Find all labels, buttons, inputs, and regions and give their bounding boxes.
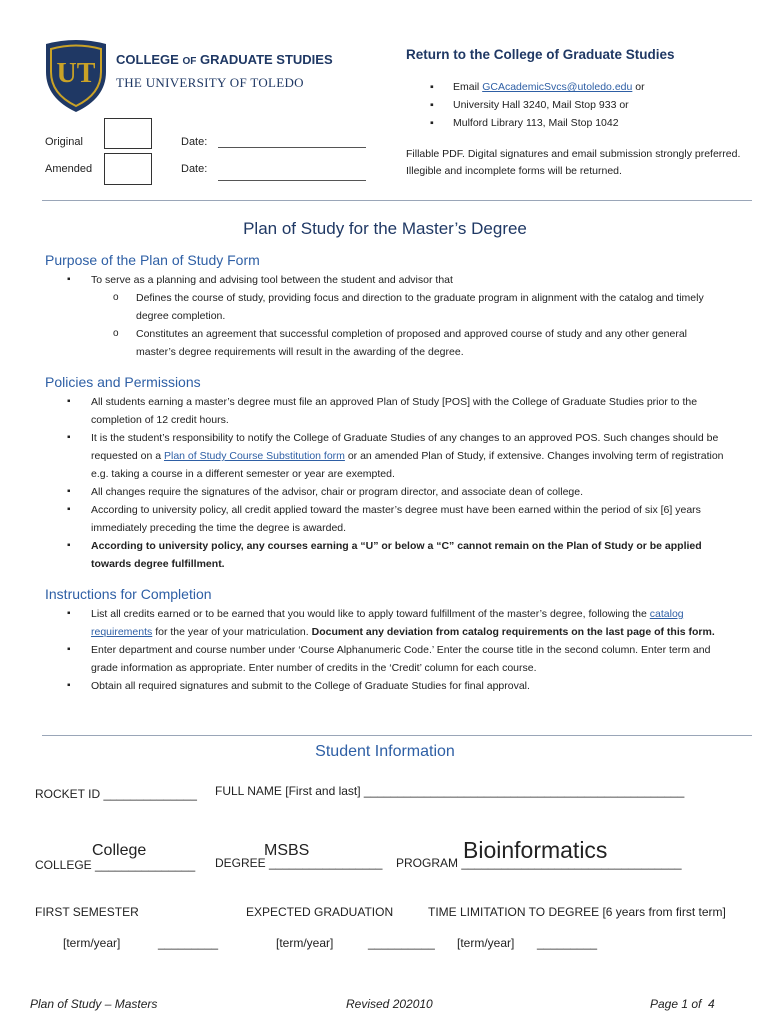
policies-section xyxy=(45,393,727,573)
college-name-a: COLLEGE xyxy=(116,52,179,67)
policy-1: ▪ All students earning a master’s degree must file an approved Plan of Study [POS] with the College of Graduate Studies prior to the completion of 12 credit hours. xyxy=(45,393,727,429)
student-info-heading: Student Information xyxy=(315,743,455,760)
first-semester-label: FIRST SEMESTER xyxy=(35,905,139,919)
instruction-3: ▪ Obtain all required signatures and submit to the College of Graduate Studies for final approval. xyxy=(45,677,727,695)
time-limitation-term: [term/year] xyxy=(457,936,515,950)
address-item-1: ▪ University Hall 3240, Mail Stop 933 or xyxy=(430,99,629,111)
footer-left: Plan of Study – Masters xyxy=(30,997,158,1011)
policy-2-text-b: or an amended Plan of Study, if extensive. Changes involving term of registration e.g. taking a course in a different semester or year are exempted. xyxy=(91,450,724,480)
first-semester-term: [term/year] xyxy=(63,936,121,950)
instructions-section xyxy=(45,605,727,695)
return-list xyxy=(406,78,746,132)
instruction-1 xyxy=(45,605,727,641)
footer-right: Page 1 of 4 xyxy=(650,997,715,1011)
amended-label: Amended xyxy=(45,163,93,175)
time-limitation-field[interactable]: _________ xyxy=(537,936,598,950)
expected-graduation-field[interactable]: __________ xyxy=(368,936,435,950)
policy-5: ▪ According to university policy, any courses earning a “U” or below a “C” cannot remain on the Plan of Study or be applied towards degree fulfillment. xyxy=(45,537,727,573)
email-item: ▪ Email GCAcademicSvcs@utoledo.edu or xyxy=(430,81,645,93)
policy-2-text-a: It is the student’s responsibility to notify the College of Graduate Studies of any changes to an approved POS. Such changes should be requested on a xyxy=(91,432,719,462)
first-semester-field[interactable]: _________ xyxy=(158,936,219,950)
address-2: Mulford Library 113, Mail Stop 1042 xyxy=(453,117,619,129)
purpose-sub-2: o Constitutes an agreement that successful completion of proposed and approved course of study and any other general master’s degree requirements will result in the awarding of the degree. xyxy=(45,325,725,361)
college-field[interactable]: COLLEGE _______________ xyxy=(35,858,196,872)
original-label: Original xyxy=(45,136,83,148)
policy-3: ▪ All changes require the signatures of the advisor, chair or program director, and associate dean of college. xyxy=(45,483,727,501)
original-date-field[interactable] xyxy=(218,147,366,148)
instruction-1-text-b: for the year of your matriculation. xyxy=(152,626,312,638)
return-title: Return to the College of Graduate Studies xyxy=(406,47,675,62)
original-checkbox[interactable] xyxy=(104,118,152,149)
university-name: THE UNIVERSITY OF TOLEDO xyxy=(116,75,304,90)
catalog-requirements-link[interactable]: catalog requirements xyxy=(91,608,684,638)
instruction-1-bold: Document any deviation from catalog requirements on the last page of this form. xyxy=(311,626,715,638)
instructions-heading: Instructions for Completion xyxy=(45,586,212,602)
university-logo xyxy=(42,38,110,114)
address-1: University Hall 3240, Mail Stop 933 or xyxy=(453,99,629,111)
program-field[interactable]: PROGRAM _________________________________ xyxy=(396,856,682,870)
amended-date-field[interactable] xyxy=(218,180,366,181)
degree-field[interactable]: DEGREE _________________ xyxy=(215,856,383,870)
college-value: College xyxy=(92,842,147,859)
footer-center: Revised 202010 xyxy=(346,997,433,1011)
purpose-bullet: ▪ To serve as a planning and advising tool between the student and advisor that xyxy=(45,271,725,289)
amended-checkbox[interactable] xyxy=(104,153,152,185)
instruction-1-text-a: List all credits earned or to be earned that you would like to apply toward fulfillment of the master’s degree, following the xyxy=(91,608,650,620)
email-link[interactable]: GCAcademicSvcs@utoledo.edu xyxy=(482,81,633,93)
header-divider xyxy=(42,200,752,201)
fillable-note: Fillable PDF. Digital signatures and email submission strongly preferred. Illegible and incomplete forms will be returned. xyxy=(406,148,741,177)
college-name-b: GRADUATE STUDIES xyxy=(199,52,333,67)
logo-letters: UT xyxy=(56,58,96,89)
purpose-section xyxy=(45,271,725,361)
time-limitation-label: TIME LIMITATION TO DEGREE [6 years from first term] xyxy=(428,905,726,919)
expected-graduation-label: EXPECTED GRADUATION xyxy=(246,905,394,919)
policies-heading: Policies and Permissions xyxy=(45,374,201,390)
degree-value: MSBS xyxy=(264,842,310,859)
expected-graduation-term: [term/year] xyxy=(276,936,334,950)
instruction-2: ▪ Enter department and course number under ‘Course Alphanumeric Code.’ Enter the course title in the second column. Enter term and grade information as appropriate. Enter number of credits in the ‘Credit’ column for each course. xyxy=(45,641,727,677)
college-name xyxy=(116,52,333,67)
date-label-1: Date: xyxy=(181,136,208,148)
rocket-id-field[interactable]: ROCKET ID ______________ xyxy=(35,787,197,801)
page-title: Plan of Study for the Master’s Degree xyxy=(243,219,527,238)
course-substitution-link[interactable]: Plan of Study Course Substitution form xyxy=(163,450,345,462)
policy-4: ▪ According to university policy, all credit applied toward the master’s degree must have been earned within the period of six [6] years immediately preceding the time the degree is awarded. xyxy=(45,501,727,537)
purpose-sub-1: o Defines the course of study, providing focus and direction to the graduate program in alignment with the catalog and timely degree completion. xyxy=(45,289,725,325)
student-divider xyxy=(42,735,752,736)
program-value: Bioinformatics xyxy=(463,837,608,863)
address-item-2: ▪ Mulford Library 113, Mail Stop 1042 xyxy=(430,117,619,129)
college-name-of: OF xyxy=(182,56,197,67)
date-label-2: Date: xyxy=(181,163,208,175)
email-suffix: or xyxy=(632,81,645,93)
email-prefix: Email xyxy=(453,81,483,93)
full-name-field[interactable]: FULL NAME [First and last] ________________________________________________ xyxy=(215,784,685,798)
purpose-heading: Purpose of the Plan of Study Form xyxy=(45,252,260,268)
policy-2 xyxy=(45,429,727,483)
